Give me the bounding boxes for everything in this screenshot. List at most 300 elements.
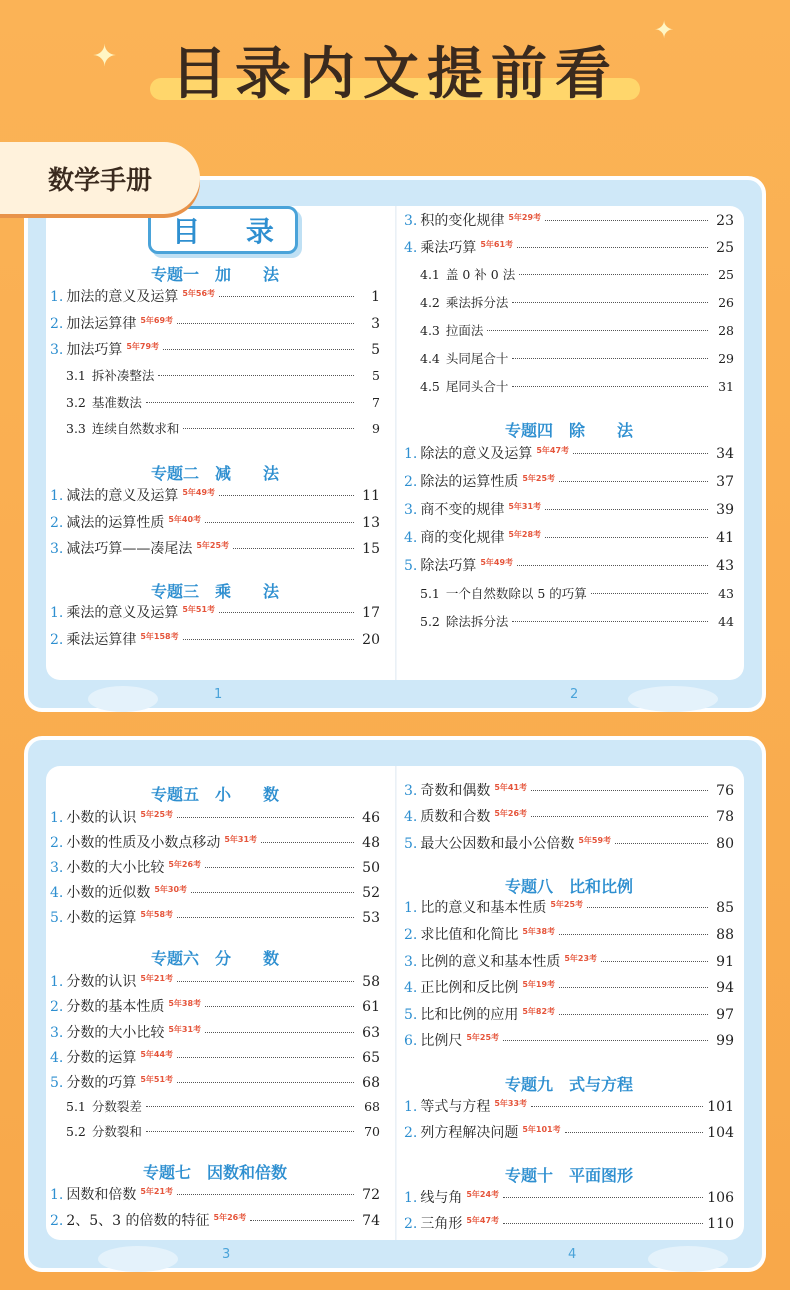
entry-page: 28 (718, 323, 734, 338)
toc-entry[interactable] (50, 971, 380, 993)
leader-dots (146, 1106, 354, 1107)
entry-page: 5 (371, 342, 380, 358)
entry-number: 2. (50, 515, 64, 531)
entry-number: 2. (404, 1125, 418, 1141)
leader-dots (559, 1014, 708, 1015)
entry-number: 4.1 (420, 267, 440, 282)
toc-entry[interactable] (404, 924, 734, 946)
toc-entry[interactable] (50, 907, 380, 929)
exam-frequency-badge: 5年25考 (140, 810, 174, 819)
toc-entry[interactable] (50, 832, 380, 854)
toc-subentry[interactable] (404, 321, 734, 343)
leader-dots (559, 987, 708, 988)
entry-page: 7 (372, 395, 380, 410)
entry-page: 37 (716, 474, 734, 490)
toc-entry[interactable] (50, 807, 380, 829)
toc-entry[interactable] (404, 443, 734, 465)
entry-number: 4.3 (420, 323, 440, 338)
sparkle-icon: ✦ (654, 16, 675, 44)
leader-dots (177, 917, 354, 918)
entry-title: 加法巧算 (66, 342, 123, 358)
toc-entry[interactable] (404, 237, 734, 259)
entry-title: 小数的运算 (66, 910, 137, 926)
leader-dots (191, 892, 354, 893)
toc-entry[interactable] (50, 538, 380, 560)
entry-page: 52 (362, 885, 380, 901)
entry-number: 3. (50, 860, 64, 876)
section-heading: 专题一 加 法 (150, 265, 279, 284)
entry-number: 5.1 (66, 1099, 86, 1114)
exam-frequency-badge: 5年31考 (168, 1025, 202, 1034)
entry-title: 分数裂差 (91, 1099, 142, 1114)
leader-dots (163, 349, 354, 350)
entry-title: 奇数和偶数 (420, 783, 491, 799)
entry-number: 1. (50, 810, 64, 826)
exam-frequency-badge: 5年19考 (522, 980, 556, 989)
leader-dots (250, 1220, 354, 1221)
entry-title: 商不变的规律 (420, 502, 505, 518)
page-surface (46, 766, 744, 1240)
leader-dots (591, 593, 708, 594)
banner-title: 目录内文提前看 (171, 42, 619, 107)
leader-dots (183, 639, 354, 640)
page-number: 1 (214, 687, 223, 702)
entry-number: 4. (404, 530, 418, 546)
leader-dots (545, 509, 708, 510)
section-heading: 专题五 小 数 (150, 785, 279, 804)
exam-frequency-badge: 5年28考 (508, 530, 542, 539)
entry-title: 盖 0 补 0 法 (445, 267, 516, 282)
entry-number: 1. (404, 1099, 418, 1115)
entry-title: 除法的运算性质 (420, 474, 519, 490)
toc-entry[interactable] (404, 210, 734, 232)
entry-number: 2. (50, 835, 64, 851)
toc-entry[interactable] (50, 286, 380, 308)
exam-frequency-badge: 5年44考 (140, 1050, 174, 1059)
entry-title: 比例尺 (420, 1033, 463, 1049)
entry-page: 43 (718, 586, 734, 601)
entry-number: 2. (50, 999, 64, 1015)
entry-title: 三角形 (420, 1216, 463, 1232)
entry-page: 99 (716, 1033, 734, 1049)
entry-title: 分数裂和 (91, 1124, 142, 1139)
leader-dots (512, 302, 708, 303)
entry-number: 2. (50, 316, 64, 332)
leader-dots (519, 274, 708, 275)
exam-frequency-badge: 5年79考 (126, 342, 160, 351)
entry-number: 4. (50, 885, 64, 901)
toc-entry[interactable] (50, 1184, 380, 1206)
section-heading: 专题八 比和比例 (504, 877, 633, 896)
toc-entry[interactable] (50, 512, 380, 534)
entry-page: 101 (707, 1099, 734, 1115)
entry-page: 5 (372, 368, 380, 383)
toc-entry[interactable] (404, 1030, 734, 1052)
entry-number: 3. (404, 213, 418, 229)
exam-frequency-badge: 5年82考 (522, 1007, 556, 1016)
entry-page: 43 (716, 558, 734, 574)
leader-dots (517, 247, 708, 248)
leader-dots (531, 790, 708, 791)
exam-frequency-badge: 5年49考 (480, 558, 514, 567)
entry-title: 乘法的意义及运算 (66, 605, 179, 621)
entry-title: 乘法拆分法 (445, 295, 509, 310)
entry-number: 2. (404, 474, 418, 490)
entry-page: 104 (707, 1125, 734, 1141)
entry-number: 3. (50, 342, 64, 358)
toc-entry[interactable] (404, 555, 734, 577)
toc-entry[interactable] (50, 996, 380, 1018)
exam-frequency-badge: 5年23考 (564, 954, 598, 963)
entry-number: 1. (404, 1190, 418, 1206)
leader-dots (205, 1032, 354, 1033)
entry-number: 1. (50, 605, 64, 621)
section-heading: 专题十 平面图形 (504, 1166, 633, 1185)
leader-dots (531, 1106, 703, 1107)
leader-dots (587, 907, 708, 908)
leader-dots (512, 386, 708, 387)
toc-subentry[interactable] (404, 349, 734, 371)
entry-page: 74 (362, 1213, 380, 1229)
entry-page: 46 (362, 810, 380, 826)
entry-title: 最大公因数和最小公倍数 (420, 836, 575, 852)
toc-entry[interactable] (50, 1072, 380, 1094)
entry-title: 分数的基本性质 (66, 999, 165, 1015)
entry-title: 列方程解决问题 (420, 1125, 519, 1141)
entry-number: 3. (50, 1025, 64, 1041)
entry-number: 6. (404, 1033, 418, 1049)
entry-page: 15 (362, 541, 380, 557)
entry-page: 50 (362, 860, 380, 876)
entry-title: 分数的大小比较 (66, 1025, 165, 1041)
exam-frequency-badge: 5年56考 (182, 289, 216, 298)
entry-page: 58 (362, 974, 380, 990)
leader-dots (177, 1082, 354, 1083)
toc-subentry[interactable] (50, 393, 380, 415)
entry-page: 1 (371, 289, 380, 305)
toc-entry[interactable] (404, 806, 734, 828)
entry-title: 分数的认识 (66, 974, 137, 990)
toc-entry[interactable] (50, 1210, 380, 1232)
leader-dots (261, 842, 354, 843)
toc-entry[interactable] (404, 1187, 734, 1209)
exam-frequency-badge: 5年38考 (522, 927, 556, 936)
entry-page: 17 (362, 605, 380, 621)
toc-subentry[interactable] (50, 419, 380, 441)
entry-page: 94 (716, 980, 734, 996)
exam-frequency-badge: 5年25考 (466, 1033, 500, 1042)
entry-number: 1. (50, 289, 64, 305)
entry-page: 53 (362, 910, 380, 926)
leader-dots (559, 934, 708, 935)
entry-title: 比的意义和基本性质 (420, 900, 547, 916)
toc-entry[interactable] (50, 602, 380, 624)
entry-page: 72 (362, 1187, 380, 1203)
toc-entry[interactable] (50, 313, 380, 335)
entry-title: 基准数法 (91, 395, 142, 410)
entry-page: 70 (364, 1124, 380, 1139)
entry-number: 5. (50, 910, 64, 926)
leader-dots (545, 220, 708, 221)
exam-frequency-badge: 5年30考 (154, 885, 188, 894)
toc-entry[interactable] (50, 339, 380, 361)
entry-page: 68 (364, 1099, 380, 1114)
entry-title: 正比例和反比例 (420, 980, 519, 996)
leader-dots (573, 453, 708, 454)
leader-dots (531, 816, 708, 817)
page-number: 2 (570, 687, 579, 702)
toc-entry[interactable] (404, 951, 734, 973)
entry-number: 5. (404, 836, 418, 852)
toc-subentry[interactable] (404, 293, 734, 315)
exam-frequency-badge: 5年49考 (182, 488, 216, 497)
entry-number: 5. (404, 1007, 418, 1023)
leader-dots (219, 296, 354, 297)
entry-number: 3. (404, 954, 418, 970)
toc-subentry[interactable] (50, 366, 380, 388)
entry-page: 23 (716, 213, 734, 229)
toc-entry[interactable] (404, 471, 734, 493)
entry-page: 61 (362, 999, 380, 1015)
toc-entry[interactable] (404, 833, 734, 855)
toc-entry[interactable] (404, 527, 734, 549)
entry-page: 97 (716, 1007, 734, 1023)
entry-number: 4.4 (420, 351, 440, 366)
entry-title: 一个自然数除以 5 的巧算 (445, 586, 587, 601)
entry-title: 除法巧算 (420, 558, 477, 574)
section-heading: 专题九 式与方程 (504, 1075, 633, 1094)
page-number: 3 (222, 1247, 231, 1262)
leader-dots (615, 843, 708, 844)
entry-page: 31 (718, 379, 734, 394)
entry-page: 91 (716, 954, 734, 970)
leader-dots (177, 817, 354, 818)
toc-subentry[interactable] (404, 377, 734, 399)
entry-title: 尾同头合十 (445, 379, 509, 394)
entry-number: 3.2 (66, 395, 86, 410)
leader-dots (503, 1197, 703, 1198)
entry-page: 110 (707, 1216, 734, 1232)
entry-title: 除法的意义及运算 (420, 446, 533, 462)
entry-title: 分数的运算 (66, 1050, 137, 1066)
leader-dots (512, 358, 708, 359)
exam-frequency-badge: 5年41考 (494, 783, 528, 792)
entry-number: 3. (50, 541, 64, 557)
section-heading: 专题三 乘 法 (150, 582, 279, 601)
leader-dots (177, 1057, 354, 1058)
entry-title: 头同尾合十 (445, 351, 509, 366)
entry-title: 小数的性质及小数点移动 (66, 835, 221, 851)
entry-number: 3. (404, 783, 418, 799)
exam-frequency-badge: 5年58考 (140, 910, 174, 919)
entry-page: 29 (718, 351, 734, 366)
leader-dots (219, 495, 354, 496)
entry-number: 5.2 (66, 1124, 86, 1139)
entry-title: 除法拆分法 (445, 614, 509, 629)
toc-entry[interactable] (404, 1096, 734, 1118)
toc-entry[interactable] (404, 1004, 734, 1026)
entry-title: 比和比例的应用 (420, 1007, 519, 1023)
toc-entry[interactable] (50, 1022, 380, 1044)
exam-frequency-badge: 5年51考 (140, 1075, 174, 1084)
entry-page: 34 (716, 446, 734, 462)
entry-number: 2. (50, 1213, 64, 1229)
leader-dots (517, 565, 708, 566)
toc-subentry[interactable] (50, 1122, 380, 1144)
exam-frequency-badge: 5年47考 (536, 446, 570, 455)
entry-page: 26 (718, 295, 734, 310)
exam-frequency-badge: 5年25考 (550, 900, 584, 909)
entry-title: 小数的大小比较 (66, 860, 165, 876)
entry-number: 1. (404, 446, 418, 462)
section-heading: 专题六 分 数 (150, 949, 279, 968)
leader-dots (512, 621, 708, 622)
exam-frequency-badge: 5年69考 (140, 316, 174, 325)
entry-title: 求比值和化简比 (420, 927, 519, 943)
entry-title: 因数和倍数 (66, 1187, 137, 1203)
entry-number: 4. (404, 809, 418, 825)
toc-entry[interactable] (404, 897, 734, 919)
toc-entry[interactable] (50, 857, 380, 879)
exam-frequency-badge: 5年40考 (168, 515, 202, 524)
page-surface (46, 206, 744, 680)
leader-dots (601, 961, 708, 962)
exam-frequency-badge: 5年26考 (168, 860, 202, 869)
toc-spread-2 (24, 736, 766, 1272)
leader-dots (559, 481, 708, 482)
exam-frequency-badge: 5年158考 (140, 632, 179, 641)
entry-page: 63 (362, 1025, 380, 1041)
toc-entry[interactable] (50, 629, 380, 651)
leader-dots (177, 981, 354, 982)
entry-title: 等式与方程 (420, 1099, 491, 1115)
entry-title: 积的变化规律 (420, 213, 505, 229)
entry-page: 25 (718, 267, 734, 282)
section-heading: 专题四 除 法 (504, 421, 633, 440)
exam-frequency-badge: 5年26考 (494, 809, 528, 818)
entry-page: 68 (362, 1075, 380, 1091)
entry-page: 76 (716, 783, 734, 799)
entry-number: 4. (50, 1050, 64, 1066)
toc-entry[interactable] (50, 1047, 380, 1069)
toc-subentry[interactable] (404, 265, 734, 287)
toc-entry[interactable] (50, 485, 380, 507)
leader-dots (183, 428, 354, 429)
entry-page: 88 (716, 927, 734, 943)
section-tag: 数学手册 (0, 142, 200, 214)
entry-page: 65 (362, 1050, 380, 1066)
exam-frequency-badge: 5年31考 (508, 502, 542, 511)
leader-dots (233, 548, 354, 549)
entry-title: 减法的运算性质 (66, 515, 165, 531)
page-number: 4 (568, 1247, 577, 1262)
entry-number: 4. (404, 980, 418, 996)
entry-page: 20 (362, 632, 380, 648)
section-heading: 专题二 减 法 (150, 464, 279, 483)
exam-frequency-badge: 5年25考 (522, 474, 556, 483)
leader-dots (205, 522, 354, 523)
entry-title: 连续自然数求和 (91, 421, 180, 436)
entry-page: 39 (716, 502, 734, 518)
toc-entry[interactable] (404, 1213, 734, 1235)
leader-dots (503, 1040, 708, 1041)
entry-number: 5. (404, 558, 418, 574)
exam-frequency-badge: 5年61考 (480, 240, 514, 249)
exam-frequency-badge: 5年59考 (578, 836, 612, 845)
toc-entry[interactable] (50, 882, 380, 904)
entry-title: 拉面法 (445, 323, 484, 338)
exam-frequency-badge: 5年31考 (224, 835, 258, 844)
entry-page: 85 (716, 900, 734, 916)
entry-number: 4.5 (420, 379, 440, 394)
entry-page: 78 (716, 809, 734, 825)
entry-number: 3. (404, 502, 418, 518)
entry-title: 加法的意义及运算 (66, 289, 179, 305)
toc-subentry[interactable] (404, 612, 734, 634)
entry-number: 1. (404, 900, 418, 916)
exam-frequency-badge: 5年38考 (168, 999, 202, 1008)
exam-frequency-badge: 5年25考 (196, 541, 230, 550)
toc-spread-1 (24, 176, 766, 712)
entry-title: 减法巧算——凑尾法 (66, 541, 193, 557)
entry-number: 1. (50, 488, 64, 504)
entry-page: 48 (362, 835, 380, 851)
leader-dots (565, 1132, 704, 1133)
entry-title: 减法的意义及运算 (66, 488, 179, 504)
leader-dots (146, 1131, 354, 1132)
leader-dots (146, 402, 354, 403)
entry-page: 3 (371, 316, 380, 332)
toc-subentry[interactable] (50, 1097, 380, 1119)
toc-entry[interactable] (404, 977, 734, 999)
leader-dots (219, 612, 354, 613)
entry-number: 1. (50, 1187, 64, 1203)
leader-dots (205, 1006, 354, 1007)
entry-title: 拆补凑整法 (91, 368, 155, 383)
entry-title: 比例的意义和基本性质 (420, 954, 561, 970)
exam-frequency-badge: 5年47考 (466, 1216, 500, 1225)
toc-entry[interactable] (404, 1122, 734, 1144)
leader-dots (487, 330, 708, 331)
exam-frequency-badge: 5年21考 (140, 974, 174, 983)
entry-page: 41 (716, 530, 734, 546)
exam-frequency-badge: 5年29考 (508, 213, 542, 222)
entry-number: 2. (404, 927, 418, 943)
toc-subentry[interactable] (404, 584, 734, 606)
entry-number: 5. (50, 1075, 64, 1091)
leader-dots (503, 1223, 703, 1224)
entry-title: 小数的近似数 (66, 885, 151, 901)
entry-title: 乘法巧算 (420, 240, 477, 256)
section-heading: 专题七 因数和倍数 (142, 1163, 287, 1182)
entry-title: 加法运算律 (66, 316, 137, 332)
toc-heading: 目 录 (148, 206, 298, 254)
entry-number: 2. (50, 632, 64, 648)
entry-number: 3.1 (66, 368, 86, 383)
entry-title: 线与角 (420, 1190, 463, 1206)
entry-title: 分数的巧算 (66, 1075, 137, 1091)
entry-number: 5.1 (420, 586, 440, 601)
toc-entry[interactable] (404, 499, 734, 521)
toc-entry[interactable] (404, 780, 734, 802)
exam-frequency-badge: 5年51考 (182, 605, 216, 614)
exam-frequency-badge: 5年101考 (522, 1125, 561, 1134)
exam-frequency-badge: 5年26考 (213, 1213, 247, 1222)
entry-number: 3.3 (66, 421, 86, 436)
entry-title: 商的变化规律 (420, 530, 505, 546)
entry-number: 4.2 (420, 295, 440, 310)
entry-page: 9 (372, 421, 380, 436)
